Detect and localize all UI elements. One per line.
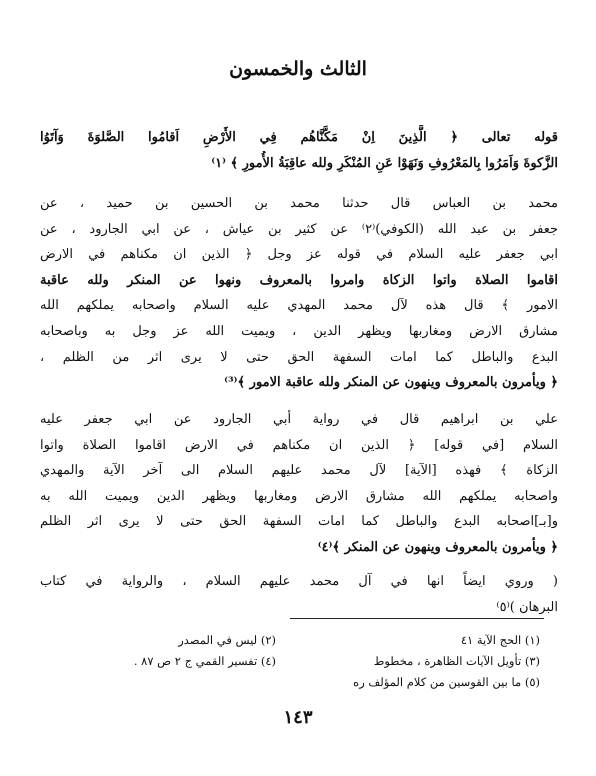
text-line: الزَّكوةَ وَاَمَرُوا بِالمَعْرُوفِ وَنَهَوْا عَنِ المُنْكَرِ ولله عاقِبَةُ الأُمورِ ﴾ ⁽١⁾: [211, 155, 558, 171]
text-line: ﴿ ويأمرون بالمعروف وينهون عن المنكر ﴾⁽٤⁾: [317, 539, 558, 555]
footnote-3: (٣) تأويل الآيات الظاهرة ، مخطوط: [373, 654, 540, 668]
paragraph-narration-2: [40, 407, 558, 561]
text-line: البدع والباطل كما امات السفهة الحق حتى لا يرى اثر من الظلم ،: [40, 349, 558, 365]
paragraph-narration-1: [40, 191, 558, 396]
footnote-4: (٤) تفسير القمي ج ٢ ص ٨٧ .: [133, 654, 276, 668]
text-line: ابي جعفر عليه السلام في قوله عز وجل ﴿ الذين ان مكناهم في الارض: [40, 247, 558, 263]
text-line: اقاموا الصلاة واتوا الزكاة وامروا بالمعروف ونهوا عن المنكر ولله عاقبة: [40, 272, 558, 288]
text-line: مشارق الارض ومغاربها ويظهر الدين ، ويميت الله عز وجل به وباصحابه: [40, 323, 558, 339]
chapter-title: الثالث والخمسون: [229, 58, 367, 80]
footnote-separator: [290, 618, 544, 619]
text-line: محمد بن العباس قال حدثنا محمد بن الحسين بن حميد ، عن: [40, 196, 558, 211]
footnote-2: (٢) ليس في المصدر: [178, 633, 276, 647]
footnote-1: (١) الحج الآية ٤١: [460, 633, 540, 647]
text-line: البرهان )⁽٥⁾: [496, 599, 558, 615]
paragraph-note: [40, 569, 558, 620]
paragraph-verse: [40, 125, 558, 176]
footnote-5: (٥) ما بين القوسين من كلام المؤلف ره: [353, 675, 540, 689]
page-number: ١٤٣: [283, 707, 313, 728]
text-line: السلام [في قوله] ﴿ الذين ان مكناهم في الارض اقاموا الصلاة واتوا: [40, 437, 558, 453]
text-line: ﴿ ويأمرون بالمعروف وينهون عن المنكر ولله عاقبة الامور ﴾⁽³⁾: [224, 375, 558, 391]
text-line: واصحابه يملكهم الله مشارق الارض ومغاربها ويظهر الدين ويميت الله به: [40, 488, 558, 504]
text-line: قوله تعالى ﴿ الَّذِينَ اِنْ مَكَّنَّاهُم فِي الأَرْضِ اَقامُوا الصَّلوَةَ وَآتَوُا: [40, 130, 558, 145]
text-line: الامور ﴾ قال هذه لآل محمد المهدي عليه السلام واصحابه يملكهم الله: [40, 298, 558, 314]
text-line: جعفر بن عبد الله (الكوفي)⁽٢⁾ عن كثير بن عياش ، عن ابي الجارود ، عن: [40, 221, 558, 237]
text-line: ( وروي ايضاً انها في آل محمد عليهم السلام ، والرواية في كتاب: [40, 574, 558, 589]
text-line: الزكاة ﴾ فهذه [الآية] لآل محمد عليهم السلام الى آخر الآية والمهدي: [40, 463, 558, 479]
text-line: و[بـ]اصحابه البدع والباطل كما امات السفهة الحق حتى لا يرى اثر الظلم: [40, 514, 558, 530]
text-line: علي بن ابراهيم قال في رواية أبي الجارود عن ابي جعفر عليه: [40, 412, 558, 427]
